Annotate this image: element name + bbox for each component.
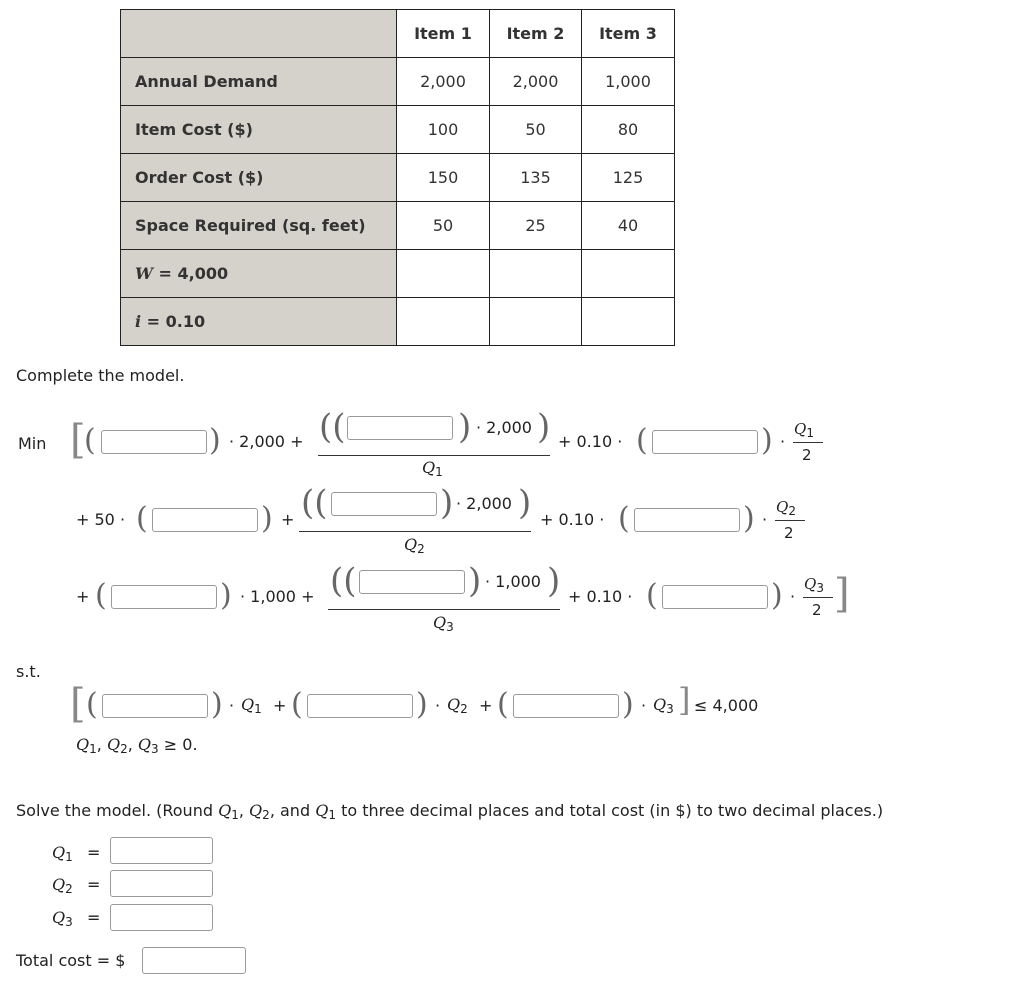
open-bracket: [ <box>70 681 86 727</box>
plus-sign: + <box>281 510 295 529</box>
table-cell: 2,000 <box>490 58 582 106</box>
item2-order-cost-input[interactable] <box>331 492 437 516</box>
plus-sign: + <box>273 696 287 715</box>
table-row <box>121 106 675 154</box>
item1-cost-input[interactable] <box>101 430 207 454</box>
table-cell: 1,000 <box>582 58 675 106</box>
item3-holding-input[interactable] <box>662 585 768 609</box>
close-paren: ) <box>468 561 482 601</box>
close-paren: ) <box>416 687 428 722</box>
q2-answer-label: $Q_2$ <box>52 875 73 896</box>
lead-term: + 50 · <box>76 510 126 529</box>
table-cell: 150 <box>397 154 490 202</box>
table-cell: 40 <box>582 202 675 250</box>
close-paren: ) <box>211 687 223 722</box>
q2-answer-input[interactable] <box>110 870 213 897</box>
multiply-dot: · <box>790 587 796 606</box>
item2-space-input[interactable] <box>307 694 413 718</box>
open-paren: ( <box>86 687 98 722</box>
table-row <box>121 58 675 106</box>
multiply-dot: · <box>762 510 768 529</box>
q1-answer-input[interactable] <box>110 837 213 864</box>
table-cell <box>397 250 490 298</box>
q1-answer-label: $Q_1$ <box>52 843 73 864</box>
q3-answer-input[interactable] <box>110 904 213 931</box>
item1-order-cost-input[interactable] <box>347 416 453 440</box>
holding-term: + 0.10 · <box>558 432 623 451</box>
open-paren: ( <box>84 423 96 458</box>
item3-order-cost-input[interactable] <box>359 570 465 594</box>
lead-term: + <box>76 587 90 606</box>
fraction-line <box>328 609 560 610</box>
table-cell: 135 <box>490 154 582 202</box>
min-label: Min <box>18 434 47 453</box>
table-cell <box>397 298 490 346</box>
open-paren: ( <box>497 687 509 722</box>
row-label-w: W = 4,000 <box>121 250 397 298</box>
close-paren: ) <box>743 501 755 536</box>
close-paren: ) <box>771 578 783 613</box>
q2-denominator: $Q_2$ <box>404 535 425 556</box>
item1-holding-input[interactable] <box>652 430 758 454</box>
multiply-dot: · <box>435 696 441 715</box>
q3-denominator: $Q_3$ <box>433 613 454 634</box>
open-paren: ( <box>618 501 630 536</box>
solve-instruction: Solve the model. (Round $Q_1$, $Q_2$, and $Q_1$ to three decimal places and total cost (in $) to two decimal places.) <box>16 801 884 822</box>
q1-denominator: $Q_1$ <box>422 458 443 479</box>
close-paren: ) <box>220 578 232 613</box>
fraction-line <box>793 442 823 443</box>
equals-sign: = <box>87 843 101 862</box>
half-denominator: 2 <box>802 446 812 464</box>
q3-half-numerator: $Q_3$ <box>804 575 824 595</box>
close-paren: ) <box>209 423 221 458</box>
close-bracket: ] <box>834 571 850 617</box>
row-label: Space Required (sq. feet) <box>121 202 397 250</box>
item3-cost-input[interactable] <box>111 585 217 609</box>
column-header: Item 1 <box>397 10 490 58</box>
q2-term: $Q_2$ <box>447 695 468 716</box>
item2-holding-input[interactable] <box>634 508 740 532</box>
table-cell: 100 <box>397 106 490 154</box>
table-header-row <box>121 10 675 58</box>
demand-term: · 2,000 + <box>229 432 304 451</box>
fraction-line <box>775 520 805 521</box>
st-label: s.t. <box>16 662 41 681</box>
half-denominator: 2 <box>784 524 794 542</box>
multiply-dot: · <box>780 432 786 451</box>
numerator-demand: · 2,000 <box>456 494 512 513</box>
table-cell: 50 <box>397 202 490 250</box>
model-instruction: Complete the model. <box>16 366 185 385</box>
open-paren: (( <box>330 561 357 601</box>
multiply-dot: · <box>641 696 647 715</box>
equals-sign: = <box>87 908 101 927</box>
table-row <box>121 202 675 250</box>
numerator-demand: · 2,000 <box>476 418 532 437</box>
close-paren: ) <box>440 483 454 523</box>
table-cell: 80 <box>582 106 675 154</box>
table-row <box>121 250 675 298</box>
fraction-line <box>803 597 833 598</box>
table-cell: 125 <box>582 154 675 202</box>
table-cell: 2,000 <box>397 58 490 106</box>
open-paren: ( <box>291 687 303 722</box>
close-paren: ) <box>761 423 773 458</box>
q1-half-numerator: $Q_1$ <box>794 420 814 440</box>
close-paren: ) <box>261 501 273 536</box>
fraction-line <box>299 531 531 532</box>
open-paren: (( <box>301 483 328 523</box>
q3-answer-label: $Q_3$ <box>52 908 73 929</box>
holding-term: + 0.10 · <box>540 510 605 529</box>
total-cost-input[interactable] <box>142 947 246 974</box>
plus-sign: + <box>479 696 493 715</box>
item1-space-input[interactable] <box>102 694 208 718</box>
q2-half-numerator: $Q_2$ <box>776 498 796 518</box>
open-bracket: [ <box>70 417 86 463</box>
constraint-rhs: ≤ 4,000 <box>694 696 759 715</box>
total-cost-label: Total cost = $ <box>16 951 126 970</box>
table-row <box>121 298 675 346</box>
item2-cost-input[interactable] <box>152 508 258 532</box>
equals-sign: = <box>87 875 101 894</box>
close-paren: ) <box>458 407 472 447</box>
column-header: Item 2 <box>490 10 582 58</box>
row-label-i: i = 0.10 <box>121 298 397 346</box>
table-cell <box>582 298 675 346</box>
table-cell <box>490 250 582 298</box>
half-denominator: 2 <box>812 601 822 619</box>
open-paren: ( <box>636 423 648 458</box>
q3-term: $Q_3$ <box>653 695 674 716</box>
table-cell: 25 <box>490 202 582 250</box>
nonnegativity: $Q_1$, $Q_2$, $Q_3 \ge 0$. <box>76 735 198 756</box>
item3-space-input[interactable] <box>513 694 619 718</box>
fraction-line <box>318 455 550 456</box>
close-bracket: ] <box>678 681 691 719</box>
open-paren: ( <box>95 578 107 613</box>
open-paren: ( <box>646 578 658 613</box>
row-label: Item Cost ($) <box>121 106 397 154</box>
row-label: Annual Demand <box>121 58 397 106</box>
demand-term: · 1,000 + <box>240 587 315 606</box>
holding-term: + 0.10 · <box>568 587 633 606</box>
column-header: Item 3 <box>582 10 675 58</box>
open-paren: (( <box>319 407 346 447</box>
numerator-demand: · 1,000 <box>485 572 541 591</box>
close-paren: ) <box>518 483 532 523</box>
table-corner-cell <box>121 10 397 58</box>
data-table <box>120 9 675 346</box>
q1-term: $Q_1$ <box>241 695 262 716</box>
table-cell <box>490 298 582 346</box>
row-label: Order Cost ($) <box>121 154 397 202</box>
table-row <box>121 154 675 202</box>
open-paren: ( <box>136 501 148 536</box>
table-cell: 50 <box>490 106 582 154</box>
table-cell <box>582 250 675 298</box>
close-paren: ) <box>537 407 551 447</box>
close-paren: ) <box>622 687 634 722</box>
close-paren: ) <box>547 561 561 601</box>
multiply-dot: · <box>229 696 235 715</box>
